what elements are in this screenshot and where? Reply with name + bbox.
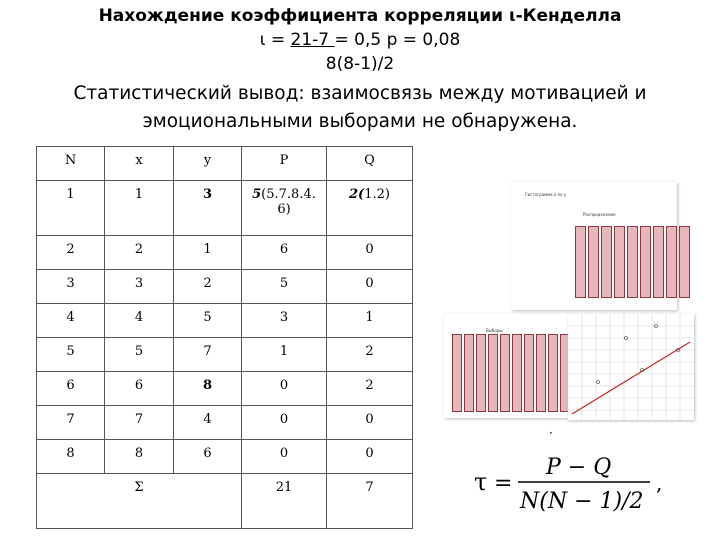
table-cell: 2	[327, 372, 413, 406]
header	[0, 4, 720, 136]
thumbnail-bar	[524, 334, 534, 412]
thumbnail-bar	[488, 334, 498, 412]
tau-numerator: P − Q	[546, 455, 612, 480]
table-cell: 3	[242, 304, 327, 338]
table-cell: 8	[174, 372, 242, 406]
tau-denominator: N(N − 1)/2	[520, 489, 644, 514]
header-cell: P	[242, 147, 327, 181]
table-row	[37, 406, 413, 440]
table-cell: 0	[242, 440, 327, 474]
conclusion-line: эмоциональными выборами не обнаружена.	[142, 111, 578, 132]
table-row	[37, 440, 413, 474]
table-cell: 5	[105, 338, 174, 372]
thumbnail-bar	[601, 226, 612, 298]
thumbnail-bar	[640, 226, 651, 298]
table-row	[37, 181, 413, 236]
scatter-thumbnail	[568, 314, 694, 420]
formula-line	[0, 28, 720, 52]
p-detail: (5.7.8.4.	[261, 187, 316, 202]
equals-sign: =	[494, 471, 513, 496]
table-row	[37, 372, 413, 406]
thumbnail-bar	[500, 334, 510, 412]
table-row	[37, 304, 413, 338]
histogram-thumbnail	[511, 182, 677, 310]
trend-line	[572, 342, 690, 414]
table-cell: 8	[105, 440, 174, 474]
thumbnail-title: Гистограмма x по y	[525, 192, 567, 197]
table-cell: 0	[242, 406, 327, 440]
formula-denominator: 8(8-1)/2	[325, 54, 395, 74]
thumbnail-bar	[476, 334, 486, 412]
p-value: 5	[252, 187, 262, 202]
table-cell: 7	[174, 338, 242, 372]
thumbnail-bars	[575, 226, 692, 298]
table-cell: 3	[37, 270, 105, 304]
table-cell: 4	[105, 304, 174, 338]
thumbnail-bar	[614, 226, 625, 298]
thumbnail-bar	[512, 334, 522, 412]
thumbnail-bar	[666, 226, 677, 298]
conclusion-text	[0, 80, 720, 136]
formula-suffix: = 0,5 p = 0,08	[334, 30, 461, 50]
table-sum-row	[37, 474, 413, 529]
correlation-table	[36, 146, 413, 529]
table-cell: 8	[37, 440, 105, 474]
table-cell: 2	[105, 236, 174, 270]
table-cell: 0	[327, 440, 413, 474]
q-detail: 1.2)	[364, 187, 390, 202]
table-cell: 5	[174, 304, 242, 338]
sum-p-cell: 21	[242, 474, 327, 529]
table-cell: 0	[327, 236, 413, 270]
thumbnail-bar	[627, 226, 638, 298]
choices-thumbnail	[444, 314, 570, 418]
p-detail-cont: 6)	[277, 202, 291, 217]
table-cell: 6	[174, 440, 242, 474]
table-cell: 2	[327, 338, 413, 372]
header-cell: Q	[327, 147, 413, 181]
table-cell: 7	[105, 406, 174, 440]
thumbnail-bar	[653, 226, 664, 298]
table-cell: 1	[105, 181, 174, 236]
tau-formula	[468, 448, 688, 518]
table-cell: 5	[242, 270, 327, 304]
table-cell: 6	[105, 372, 174, 406]
trailing-comma: ,	[656, 471, 663, 495]
table-cell: 2	[174, 270, 242, 304]
formula-numerator: 21-7	[290, 30, 335, 50]
table-cell: 1	[37, 181, 105, 236]
sum-q-cell: 7	[327, 474, 413, 529]
table-header-row	[37, 147, 413, 181]
table-cell: 5	[37, 338, 105, 372]
thumbnail-bar	[588, 226, 599, 298]
table-cell: 4	[37, 304, 105, 338]
sum-symbol-cell: Σ	[37, 474, 242, 529]
thumbnail-bar	[548, 334, 558, 412]
thumbnail-bar	[679, 226, 690, 298]
table-cell: 3	[105, 270, 174, 304]
table-row	[37, 338, 413, 372]
thumbnail-subtitle: Распределение	[583, 212, 616, 217]
table-row	[37, 270, 413, 304]
table-cell: 4	[174, 406, 242, 440]
tau-symbol: τ	[474, 468, 488, 496]
scatter-thumbnail-plot	[568, 314, 694, 420]
header-cell: N	[37, 147, 105, 181]
formula-prefix: ι =	[259, 30, 291, 50]
table-cell	[327, 181, 413, 236]
table-cell: 1	[174, 236, 242, 270]
thumbnail-bar	[536, 334, 546, 412]
header-cell: y	[174, 147, 242, 181]
table-cell: 0	[327, 270, 413, 304]
table-cell: 2	[37, 236, 105, 270]
table-cell: 6	[37, 372, 105, 406]
table-cell	[242, 181, 327, 236]
q-value: 2(	[349, 187, 365, 202]
table-cell: 1	[242, 338, 327, 372]
thumbnail-bars	[452, 334, 572, 412]
table-cell: 6	[242, 236, 327, 270]
thumbnail-bar	[464, 334, 474, 412]
table-cell: 0	[242, 372, 327, 406]
header-cell: x	[105, 147, 174, 181]
table-cell: 3	[174, 181, 242, 236]
table-cell: 7	[37, 406, 105, 440]
table-cell: 0	[327, 406, 413, 440]
table-cell: 1	[327, 304, 413, 338]
page-title: Нахождение коэффициента корреляции ι-Кенделла	[98, 6, 622, 26]
thumbnail-bar	[452, 334, 462, 412]
small-dot: ·	[549, 426, 553, 440]
thumbnail-title: Выборы	[486, 328, 503, 333]
table-row	[37, 236, 413, 270]
thumbnail-bar	[575, 226, 586, 298]
conclusion-line: Статистический вывод: взаимосвязь между мотивацией и	[73, 83, 647, 104]
